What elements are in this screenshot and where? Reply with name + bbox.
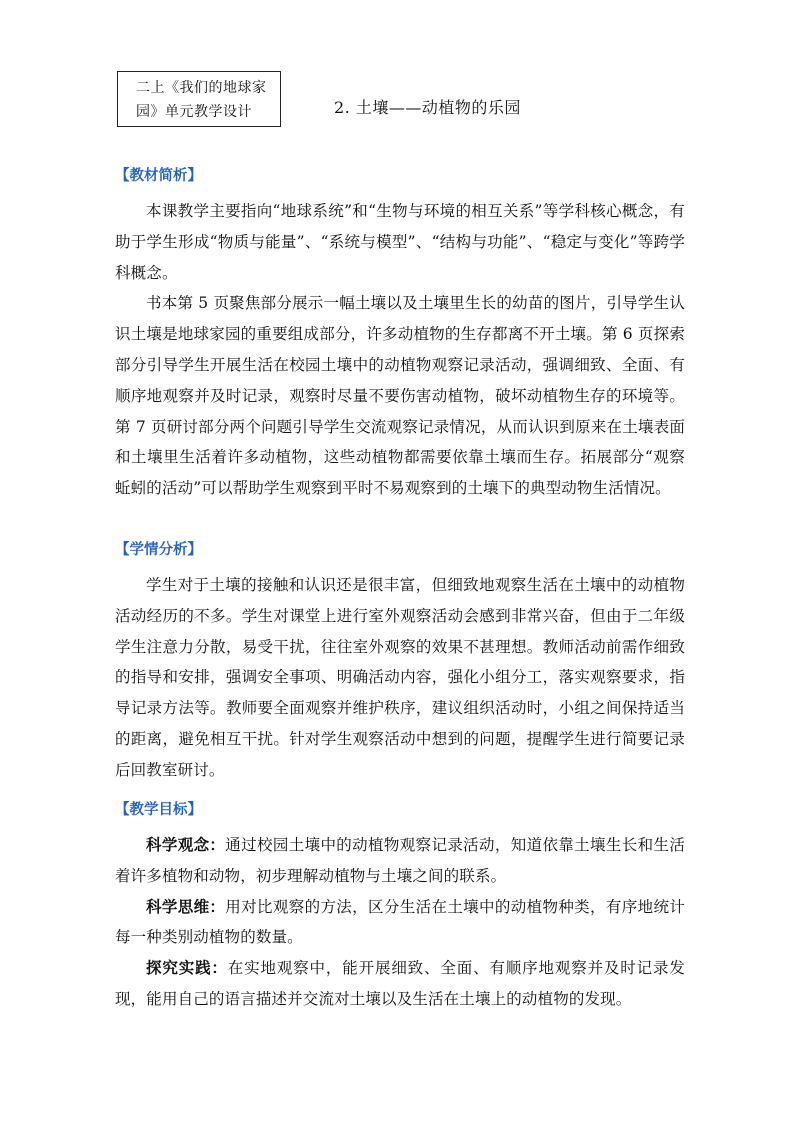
goal-lead: 科学思维： [146,896,226,916]
section-heading-textbook: 【教材简析】 [115,167,202,184]
paragraph: 本课教学主要指向“地球系统”和“生物与环境的相互关系”等学科核心概念，有助于学生形成“物质与能量”、“系统与模型”、“结构与功能”、“稳定与变化”等跨学科概念。 [115,202,685,282]
section-textbook-analysis [115,166,685,504]
goal-text: 通过校园土壤中的动植物观察记录活动，知道依靠土壤生长和生活着许多植物和动物，初步理解动植物与土壤之间的联系。 [115,836,685,885]
section-teaching-goals [115,800,685,1015]
unit-label-line-2: 园》单元教学设计 [136,104,252,120]
section-heading-learner: 【学情分析】 [115,541,202,558]
goal-item [115,953,685,1015]
goal-item [115,830,685,892]
goal-text: 在实地观察中，能开展细致、全面、有顺序地观察并及时记录发现，能用自己的语言描述并交流对土壤以及生活在土壤上的动植物的发现。 [115,959,685,1008]
paragraph: 学生对于土壤的接触和认识还是很丰富，但细致地观察生活在土壤中的动植物活动经历的不多。学生对课堂上进行室外观察活动会感到非常兴奋，但由于二年级学生注意力分散，易受干扰，往往室外观察的效果不甚理想。教师活动前需作细致的指导和安排，强调安全事项、明确活动内容，强化小组分工，落实观察要求，指导记录方法等。教师要全面观察并维护秩序，建议组织活动时，小组之间保持适当的距离，避免相互干扰。针对学生观察活动中想到的问题，提醒学生进行简要记录后回教室研讨。 [115,576,685,779]
lesson-title: 2. 土壤——动植物的乐园 [334,98,521,117]
unit-label-line-1: 二上《我们的地球家 [136,80,267,96]
section-learner-analysis [115,540,685,786]
goal-item [115,892,685,954]
goal-lead: 科学观念： [146,835,226,854]
section-heading-goals: 【教学目标】 [115,801,202,818]
unit-label-box [117,71,281,127]
goal-lead: 探究实践： [146,958,228,978]
goal-text: 用对比观察的方法，区分生活在土壤中的动植物种类，有序地统计每一种类别动植物的数量。 [115,897,685,947]
paragraph: 书本第 5 页聚焦部分展示一幅土壤以及土壤里生长的幼苗的图片，引导学生认识土壤是地球家园的重要组成部分，许多动植物的生存都离不开土壤。第 6 页探索部分引导学生开展生活在校园土壤中的动植物观察记录活动，强调细致、全面、有顺序地观察并及时记录，观察时尽量不要伤害动植物，破坏动植物生存的环境等。第 7 页研讨部分两个问题引导学生交流观察记录情况，从而认识到原来在土壤表面和土壤里生活着许多动植物，这些动植物都需要依靠土壤而生存。拓展部分“观察蚯蚓的活动”可以帮助学生观察到平时不易观察到的土壤下的典型动物生活情况。 [115,294,685,498]
